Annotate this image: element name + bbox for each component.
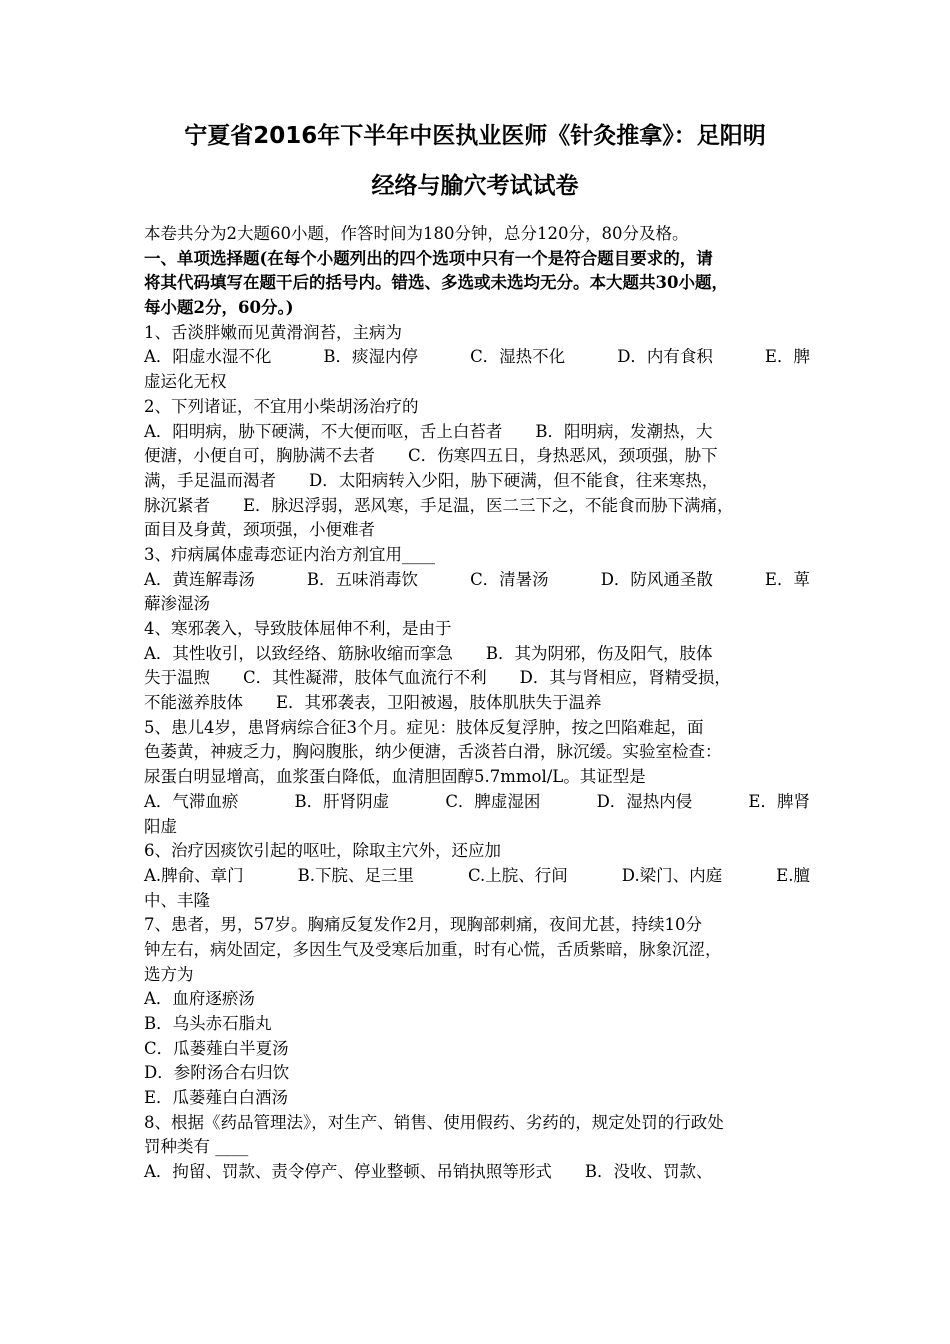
- option: C．脾虚湿困: [445, 791, 541, 811]
- question-2-options-line: 脉沉紧者 E．脉迟浮弱，恶风寒，手足温，医二三下之，不能食而胁下满痛，: [144, 495, 734, 515]
- option: C．瓜蒌薤白半夏汤: [144, 1038, 289, 1058]
- question-1-stem: 1、舌淡胖嫩而见黄滑润苔，主病为: [144, 322, 402, 342]
- option: D．湿热内侵: [596, 791, 693, 811]
- option: E．脾肾: [748, 791, 810, 811]
- title-line-2: 经络与腧穴考试试卷: [371, 173, 579, 199]
- option: A．黄连解毒汤: [144, 569, 255, 589]
- section-heading: 一、单项选择题(在每个小题列出的四个选项中只有一个是符合题目要求的，请: [144, 248, 713, 268]
- question-4-options-line: 失于温煦 C．其性凝滞，肢体气血流行不利 D．其与肾相应，肾精受损，: [144, 668, 731, 688]
- option: A．血府逐瘀汤: [144, 989, 255, 1009]
- option: C．清暑汤: [470, 569, 549, 589]
- option: C．湿热不化: [470, 347, 566, 367]
- option-continuation: 薢渗湿汤: [144, 594, 210, 614]
- question-7-stem: 钟左右，病处固定，多因生气及受寒后加重，时有心慌，舌质紫暗，脉象沉涩，: [144, 939, 722, 959]
- question-4-stem: 4、寒邪袭入，导致肢体屈伸不利，是由于: [144, 619, 452, 638]
- option-continuation: 虚运化无权: [144, 372, 227, 392]
- question-8-options-line: A．拘留、罚款、责令停产、停业整顿、吊销执照等形式 B．没收、罚款、: [144, 1162, 713, 1182]
- intro-text: 本卷共分为2大题60小题，作答时间为180分钟，总分120分，80分及格。: [144, 224, 689, 243]
- question-4-options-line: 不能滋养肢体 E．其邪袭表，卫阳被遏，肢体肌肤失于温养: [144, 693, 602, 713]
- question-7-stem: 选方为: [144, 964, 194, 984]
- question-5-options: [144, 790, 810, 815]
- question-6-stem: 6、治疗因痰饮引起的呕吐，除取主穴外，还应加: [144, 841, 501, 861]
- option: B．乌头赤石脂丸: [144, 1014, 272, 1033]
- option: A.脾俞、章门: [144, 865, 244, 885]
- question-5-stem: 尿蛋白明显增高，血浆蛋白降低，血清胆固醇5.7mmol/L。其证型是: [144, 767, 646, 787]
- option: E．瓜蒌薤白白酒汤: [144, 1088, 289, 1108]
- option: E.膻: [776, 865, 810, 885]
- option: D．内有食积: [617, 347, 713, 367]
- title-line-1: 宁夏省2016年下半年中医执业医师《针灸推拿》：足阳明: [184, 123, 766, 149]
- option: B．肝肾阴虚: [294, 791, 390, 811]
- option: A．气滞血瘀: [144, 791, 239, 811]
- question-2-options-line: 满，手足温而渴者 D．太阳病转入少阳，胁下硬满，但不能食，往来寒热，: [144, 470, 719, 490]
- option: C.上脘、行间: [468, 865, 568, 885]
- option: D.梁门、内庭: [621, 865, 723, 885]
- question-1-options: [144, 345, 810, 370]
- question-2-options-line: 便溏，小便自可，胸胁满不去者 C．伤寒四五日，身热恶风，颈项强，胁下: [144, 446, 718, 466]
- section-heading: 将其代码填写在题干后的括号内。错选、多选或未选均无分。本大题共30小题，: [144, 273, 728, 293]
- option-continuation: 中、丰隆: [144, 890, 210, 910]
- question-2-stem: 2、下列诸证，不宜用小柴胡汤治疗的: [144, 396, 419, 416]
- option: B．痰湿内停: [323, 347, 419, 367]
- exam-content: [144, 222, 810, 1185]
- question-5-stem: 色萎黄，神疲乏力，胸闷腹胀，纳少便溏，舌淡苔白滑，脉沉缓。实验室检查：: [144, 742, 722, 762]
- question-8-stem: 罚种类有 ____: [144, 1137, 249, 1157]
- option: E．萆: [764, 569, 810, 589]
- option: B.下脘、足三里: [297, 865, 415, 885]
- section-heading: 每小题2分，60分。): [144, 298, 294, 318]
- question-4-options-line: A．其性收引，以致经络、筋脉收缩而挛急 B．其为阴邪，伤及阳气，肢体: [144, 643, 713, 663]
- question-6-options: [144, 864, 810, 889]
- question-7-stem: 7、患者，男，57岁。胸痛反复发作2月，现胸部刺痛，夜间尤甚，持续10分: [144, 915, 702, 935]
- option: A．阳虚水湿不化: [144, 347, 272, 367]
- option: D．防风通圣散: [600, 569, 713, 589]
- question-2-options-line: 面目及身黄，颈项强，小便难者: [144, 520, 375, 540]
- question-2-options-line: A．阳明病，胁下硬满，不大便而呕，舌上白苔者 B．阳明病，发潮热，大: [144, 421, 713, 441]
- question-5-stem: 5、患儿4岁，患肾病综合征3个月。症见：肢体反复浮肿，按之凹陷难起，面: [144, 717, 704, 737]
- question-3-stem: 3、疖病属体虚毒恋证内治方剂宜用____: [144, 544, 435, 564]
- option-continuation: 阳虚: [144, 816, 177, 836]
- option: E．脾: [764, 347, 810, 367]
- question-3-options: [144, 568, 810, 593]
- option: B．五味消毒饮: [306, 569, 419, 589]
- question-8-stem: 8、根据《药品管理法》，对生产、销售、使用假药、劣药的，规定处罚的行政处: [144, 1112, 724, 1132]
- option: D．参附汤合右归饮: [144, 1063, 290, 1083]
